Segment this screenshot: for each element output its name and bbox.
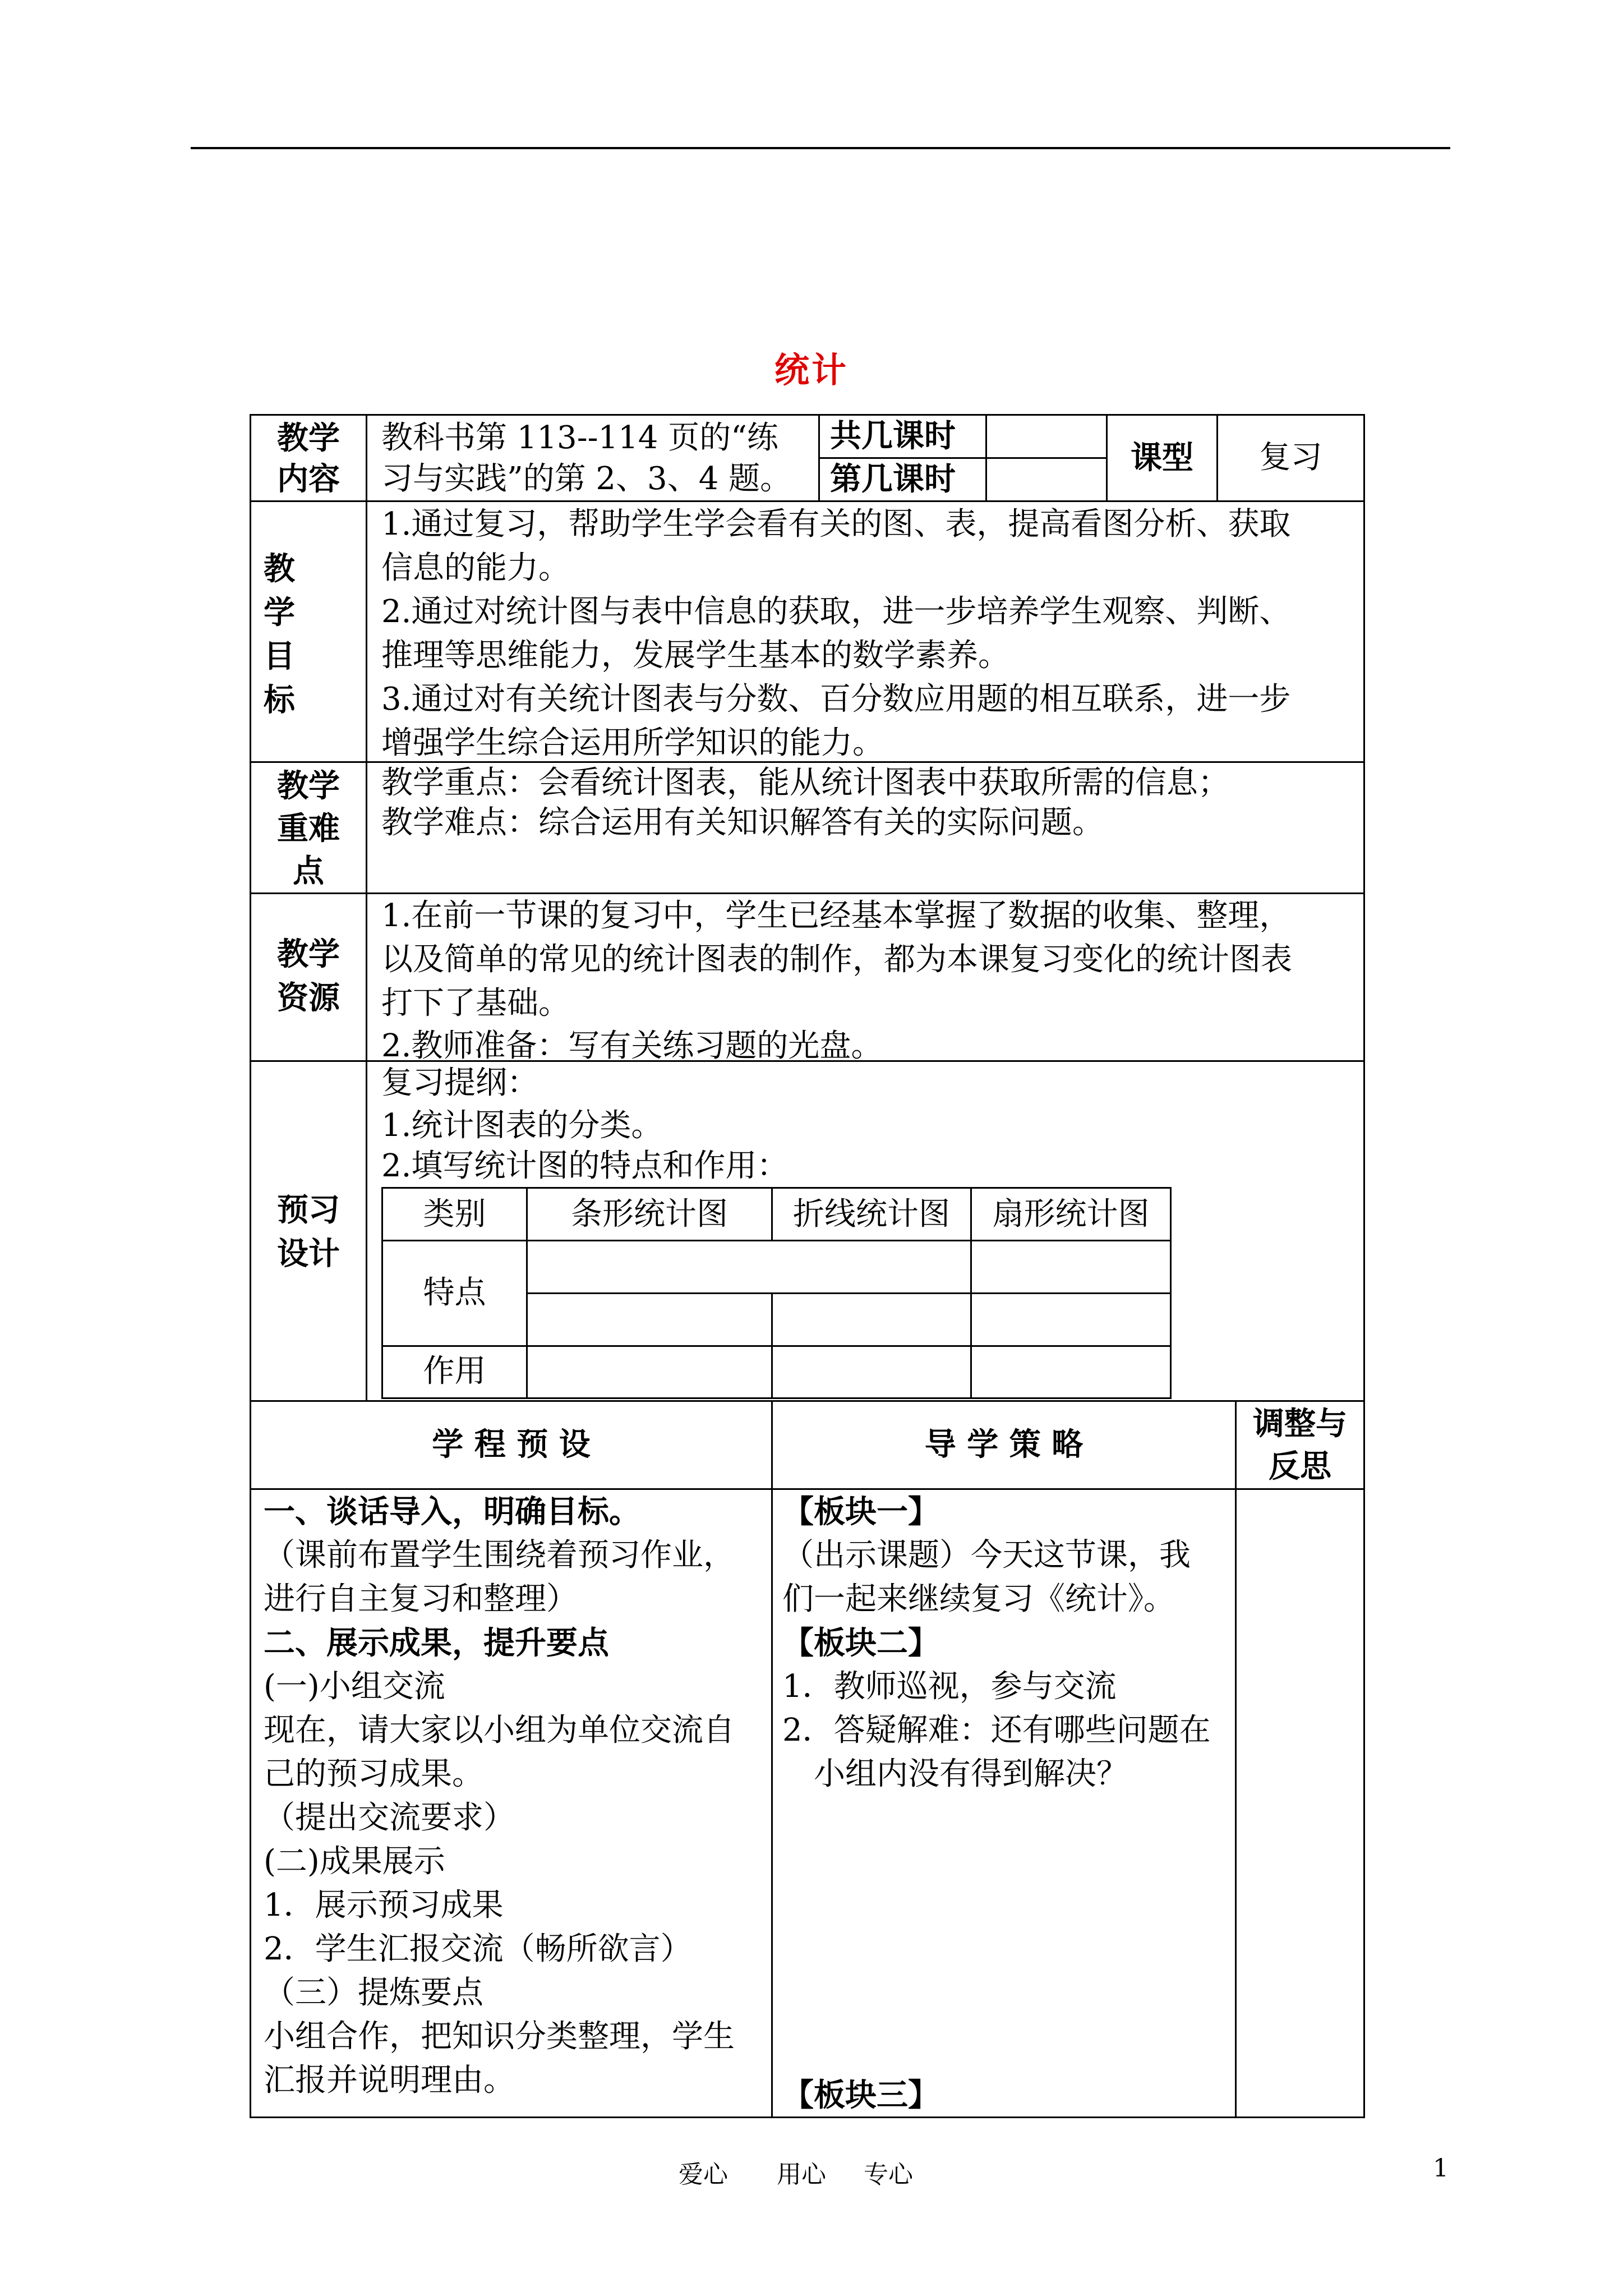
content-label-line1: 教学: [277, 420, 340, 457]
inner-table-line: [1170, 1187, 1172, 1399]
process-left-line: （提出交流要求）: [264, 1800, 515, 1836]
objectives-label-1: 教: [264, 550, 295, 587]
preview-line: 1.统计图表的分类。: [381, 1107, 663, 1144]
key-points-label-1: 教学: [277, 767, 340, 804]
resource-line: 1.在前一节课的复习中，学生已经基本掌握了数据的收集、整理，: [381, 898, 1291, 934]
table-border-right: [1363, 414, 1365, 2118]
objective-line: 1.通过复习，帮助学生学会看有关的图、表，提高看图分析、获取: [381, 506, 1291, 542]
column-divider: [818, 414, 820, 502]
footer-motto-2: 用心: [777, 2160, 826, 2189]
column-divider: [1235, 1400, 1237, 2118]
page-title: 统计: [774, 349, 849, 390]
total-periods-field[interactable]: [988, 416, 1105, 456]
process-left-line: 现在，请大家以小组为单位交流自: [264, 1712, 735, 1749]
objective-line: 信息的能力。: [381, 550, 570, 586]
inner-table-line: [771, 1292, 773, 1399]
lesson-type-value: 复习: [1259, 439, 1322, 476]
inner-header-category: 类别: [423, 1196, 486, 1232]
table-border-top: [250, 414, 1365, 416]
current-period-field[interactable]: [988, 459, 1105, 499]
objective-line: 推理等思维能力，发展学生基本的数学素养。: [381, 637, 1009, 674]
process-right-block3: 【板块三】: [782, 2077, 939, 2114]
process-right-line: （出示课题）今天这节课，我: [782, 1537, 1191, 1573]
key-points-label-2: 重难: [277, 810, 340, 847]
process-left-line: 小组合作，把知识分类整理，学生: [264, 2018, 735, 2055]
header-rule: [191, 147, 1450, 149]
resources-label-2: 资源: [277, 979, 340, 1016]
process-col3-header-1: 调整与: [1253, 1405, 1347, 1442]
resource-line: 以及简单的常见的统计图表的制作，都为本课复习变化的统计图表: [381, 941, 1292, 978]
inner-table-line: [526, 1292, 1172, 1294]
key-point-line: 教学难点：综合运用有关知识解答有关的实际问题。: [381, 804, 1104, 841]
process-left-line: （课前布置学生围绕着预习作业，: [264, 1537, 735, 1573]
process-col2-header: 导 学 策 略: [924, 1426, 1083, 1463]
key-points-label-3: 点: [293, 853, 324, 890]
process-left-line: 汇报并说明理由。: [264, 2062, 515, 2099]
column-divider: [985, 414, 987, 502]
process-left-line: 2．学生汇报交流（畅所欲言）: [264, 1931, 692, 1967]
inner-header-line-chart: 折线统计图: [793, 1196, 950, 1232]
process-left-line: （三）提炼要点: [264, 1975, 483, 2011]
footer-motto-1: 爱心: [679, 2160, 728, 2189]
process-left-line: 己的预习成果。: [264, 1756, 483, 1792]
process-right-line: 【板块一】: [782, 1493, 939, 1530]
process-col3-header-2: 反思: [1269, 1448, 1331, 1485]
inner-table-line: [381, 1345, 1172, 1347]
inner-header-pie-chart: 扇形统计图: [992, 1196, 1150, 1232]
objective-line: 增强学生综合运用所学知识的能力。: [381, 725, 884, 761]
resource-line: 打下了基础。: [381, 985, 570, 1022]
inner-row-uses: 作用: [423, 1353, 486, 1389]
resources-label-1: 教学: [277, 936, 340, 973]
process-left-line: 进行自主复习和整理）: [264, 1581, 578, 1617]
column-divider: [366, 414, 367, 1402]
inner-header-bar-chart: 条形统计图: [571, 1196, 728, 1232]
preview-line: 2.填写统计图的特点和作用：: [381, 1148, 789, 1184]
process-right-line: 们一起来继续复习《统计》。: [782, 1581, 1175, 1617]
process-left-line: 一、谈话导入，明确目标。: [264, 1493, 640, 1530]
content-text-line2: 习与实践”的第 2、3、4 题。: [381, 461, 792, 497]
footer-motto-3: 专心: [864, 2160, 913, 2189]
process-right-line: 1．教师巡视，参与交流: [782, 1668, 1117, 1705]
objectives-label-3: 目: [264, 638, 295, 675]
current-period-label: 第几课时: [830, 461, 956, 498]
objective-line: 2.通过对统计图与表中信息的获取，进一步培养学生观察、判断、: [381, 593, 1291, 630]
total-periods-label: 共几课时: [830, 417, 956, 454]
row-divider: [250, 1400, 1365, 1402]
preview-label-2: 设计: [277, 1235, 340, 1272]
process-col1-header: 学 程 预 设: [432, 1426, 591, 1463]
column-divider: [771, 1400, 773, 2118]
process-left-line: 1．展示预习成果: [264, 1887, 504, 1924]
content-label-line2: 内容: [277, 461, 340, 498]
resource-line: 2.教师准备：写有关练习题的光盘。: [381, 1028, 883, 1064]
inner-table-line: [381, 1397, 1172, 1399]
inner-row-features: 特点: [423, 1274, 486, 1311]
process-left-line: (一)小组交流: [264, 1668, 445, 1705]
objectives-label-2: 学: [264, 594, 295, 631]
preview-label-1: 预习: [277, 1191, 340, 1228]
key-point-line: 教学重点：会看统计图表，能从统计图表中获取所需的信息；: [381, 765, 1229, 801]
process-right-line: 2．答疑解难：还有哪些问题在: [782, 1712, 1211, 1749]
preview-line: 复习提纲：: [381, 1065, 538, 1101]
page-number: 1: [1433, 2154, 1449, 2183]
content-text-line1: 教科书第 113--114 页的“练: [381, 420, 778, 456]
lesson-type-label: 课型: [1131, 439, 1193, 476]
objective-line: 3.通过对有关统计图表与分数、百分数应用题的相互联系，进一步: [381, 681, 1291, 717]
process-left-line: (二)成果展示: [264, 1843, 445, 1880]
inner-table-line: [381, 1240, 1172, 1241]
process-right-line: 小组内没有得到解决？: [782, 1756, 1128, 1792]
process-right-line: 【板块二】: [782, 1625, 939, 1662]
objectives-label-4: 标: [264, 682, 295, 719]
process-left-line: 二、展示成果，提升要点: [264, 1625, 609, 1662]
